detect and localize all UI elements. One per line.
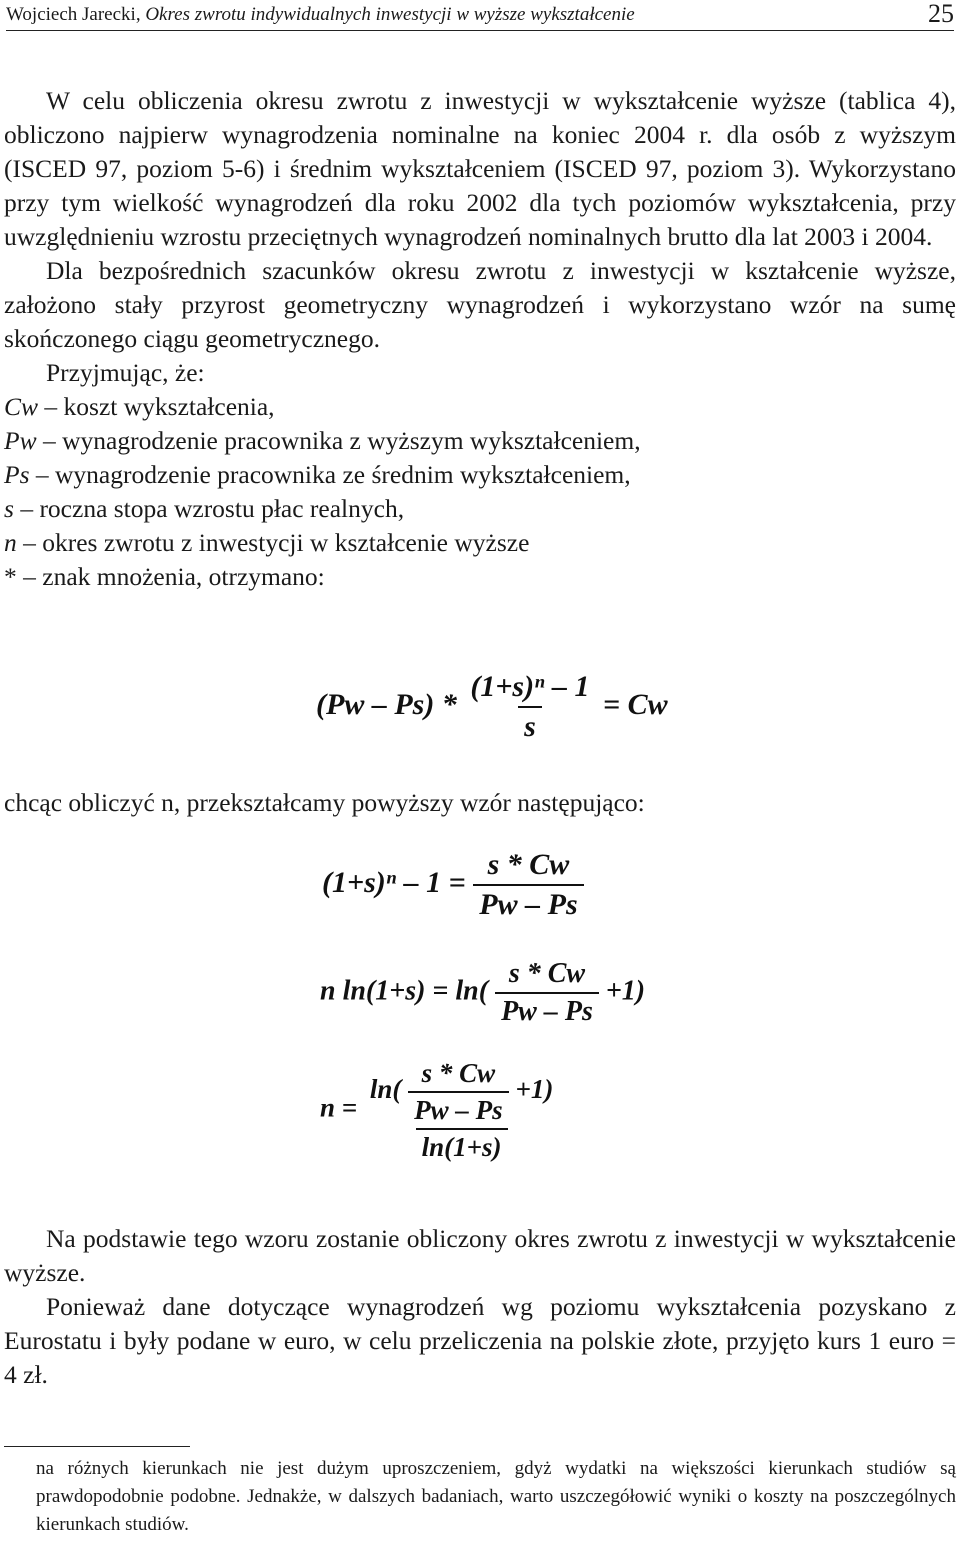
definition-symbol: Ps bbox=[4, 460, 30, 489]
running-head-text bbox=[6, 4, 635, 30]
definition-text: – wynagrodzenie pracownika z wyższym wykształceniem, bbox=[36, 426, 641, 455]
definition-text: – roczna stopa wzrostu płac realnych, bbox=[13, 494, 405, 523]
paragraph-conclusion: Na podstawie tego wzoru zostanie obliczony okres zwrotu z inwestycji w wykształcenie wyższe. bbox=[4, 1224, 956, 1287]
definition-symbol: * bbox=[4, 562, 17, 591]
formula-payback-sum bbox=[316, 670, 668, 744]
formula-fraction bbox=[495, 958, 599, 1028]
formula-step-1 bbox=[322, 848, 584, 922]
formula-outer-denominator: ln(1+s) bbox=[416, 1128, 508, 1163]
definition-text: – okres zwrotu z inwestycji w kształcenie wyższe bbox=[16, 528, 530, 557]
formula-result bbox=[320, 1058, 559, 1163]
definition-text: – koszt wykształcenia, bbox=[38, 392, 275, 421]
running-header bbox=[6, 0, 954, 31]
definition-item bbox=[4, 560, 956, 594]
definition-symbol: Cw bbox=[4, 392, 39, 421]
formula-right: +1) bbox=[605, 975, 646, 1007]
formula-denominator: Pw – Ps bbox=[473, 884, 583, 922]
formula-fraction bbox=[464, 670, 595, 744]
paragraph-transition: chcąc obliczyć n, przekształcamy powyższy wzór następująco: bbox=[4, 788, 645, 817]
definition-item bbox=[4, 458, 956, 492]
formula-step-2 bbox=[320, 958, 645, 1028]
formula-left: n ln(1+s) = ln( bbox=[320, 975, 489, 1007]
page-number: 25 bbox=[928, 0, 954, 28]
footnote: na różnych kierunkach nie jest dużym uproszczeniem, gdyż wydatki na większości kierunkach studiów są prawdopodobnie podobne. Jednakże, w dalszych badaniach, warto uszczegółowić wyniki o koszty na poszczególnych kierunkach studiów. bbox=[36, 1458, 956, 1535]
definition-item bbox=[4, 492, 956, 526]
definitions-list bbox=[4, 390, 956, 594]
definition-text: – wynagrodzenie pracownika ze średnim wykształceniem, bbox=[29, 460, 631, 489]
formula-numerator: (1+s)ⁿ – 1 bbox=[470, 670, 590, 703]
definition-symbol: n bbox=[4, 528, 17, 557]
definition-symbol: s bbox=[4, 494, 14, 523]
definition-text: – znak mnożenia, otrzymano: bbox=[16, 562, 325, 591]
formula-inner-fraction bbox=[408, 1058, 509, 1126]
intro-section bbox=[4, 84, 956, 594]
header-title: Okres zwrotu indywidualnych inwestycji w wyższe wykształcenie bbox=[145, 4, 635, 25]
paragraph-method: W celu obliczenia okresu zwrotu z inwestycji w wykształcenie wyższe (tablica 4), obliczono najpierw wynagrodzenia nominalne na koniec 2004 r. dla osób z wyższym (ISCED 97, poziom 5-6) i średnim wykształceniem (ISCED 97, poziom 3). Wykorzystano przy tym wielkość wynagrodzeń dla roku 2002 dla tych poziomów wykształcenia, przy uwzględnieniu wzrostu przeciętnych wynagrodzeń nominalnych brutto dla lat 2003 i 2004. bbox=[4, 86, 956, 251]
formula-ln-close: +1) bbox=[515, 1074, 554, 1105]
definition-symbol: Pw bbox=[4, 426, 37, 455]
formula-outer-numerator bbox=[364, 1058, 559, 1128]
formula-numerator: s * Cw bbox=[487, 848, 570, 881]
paragraph-currency: Ponieważ dane dotyczące wynagrodzeń wg poziomu wykształcenia pozyskano z Eurostatu i były podane w euro, w celu przeliczenia na polskie złote, przyjęto kurs 1 euro = 4 zł. bbox=[4, 1292, 956, 1389]
header-author: Wojciech Jarecki, bbox=[6, 4, 141, 25]
formula-ln-open: ln( bbox=[369, 1074, 402, 1105]
formula-left: (1+s)ⁿ – 1 = bbox=[322, 865, 466, 899]
definition-item bbox=[4, 390, 956, 424]
formula-fraction bbox=[473, 848, 583, 922]
footnote-divider bbox=[4, 1446, 190, 1447]
paragraph-given: Przyjmując, że: bbox=[46, 358, 205, 387]
formula-left: n = bbox=[320, 1092, 358, 1123]
formula-outer-fraction bbox=[364, 1058, 559, 1163]
formula-right: = Cw bbox=[603, 687, 668, 721]
formula-left: (Pw – Ps) * bbox=[316, 687, 457, 721]
transition-section bbox=[4, 786, 956, 820]
formula-denominator: Pw – Ps bbox=[495, 992, 599, 1028]
formula-inner-denominator: Pw – Ps bbox=[408, 1091, 509, 1126]
paragraph-assumption: Dla bezpośrednich szacunków okresu zwrotu z inwestycji w kształcenie wyższe, założono stały przyrost geometryczny wynagrodzeń i wykorzystano wzór na sumę skończonego ciągu geometrycznego. bbox=[4, 256, 956, 353]
definition-item bbox=[4, 424, 956, 458]
formula-denominator: s bbox=[518, 706, 542, 744]
formula-numerator: s * Cw bbox=[508, 958, 586, 989]
conclusion-section bbox=[4, 1222, 956, 1392]
formula-inner-numerator: s * Cw bbox=[421, 1058, 496, 1088]
definition-item bbox=[4, 526, 956, 560]
